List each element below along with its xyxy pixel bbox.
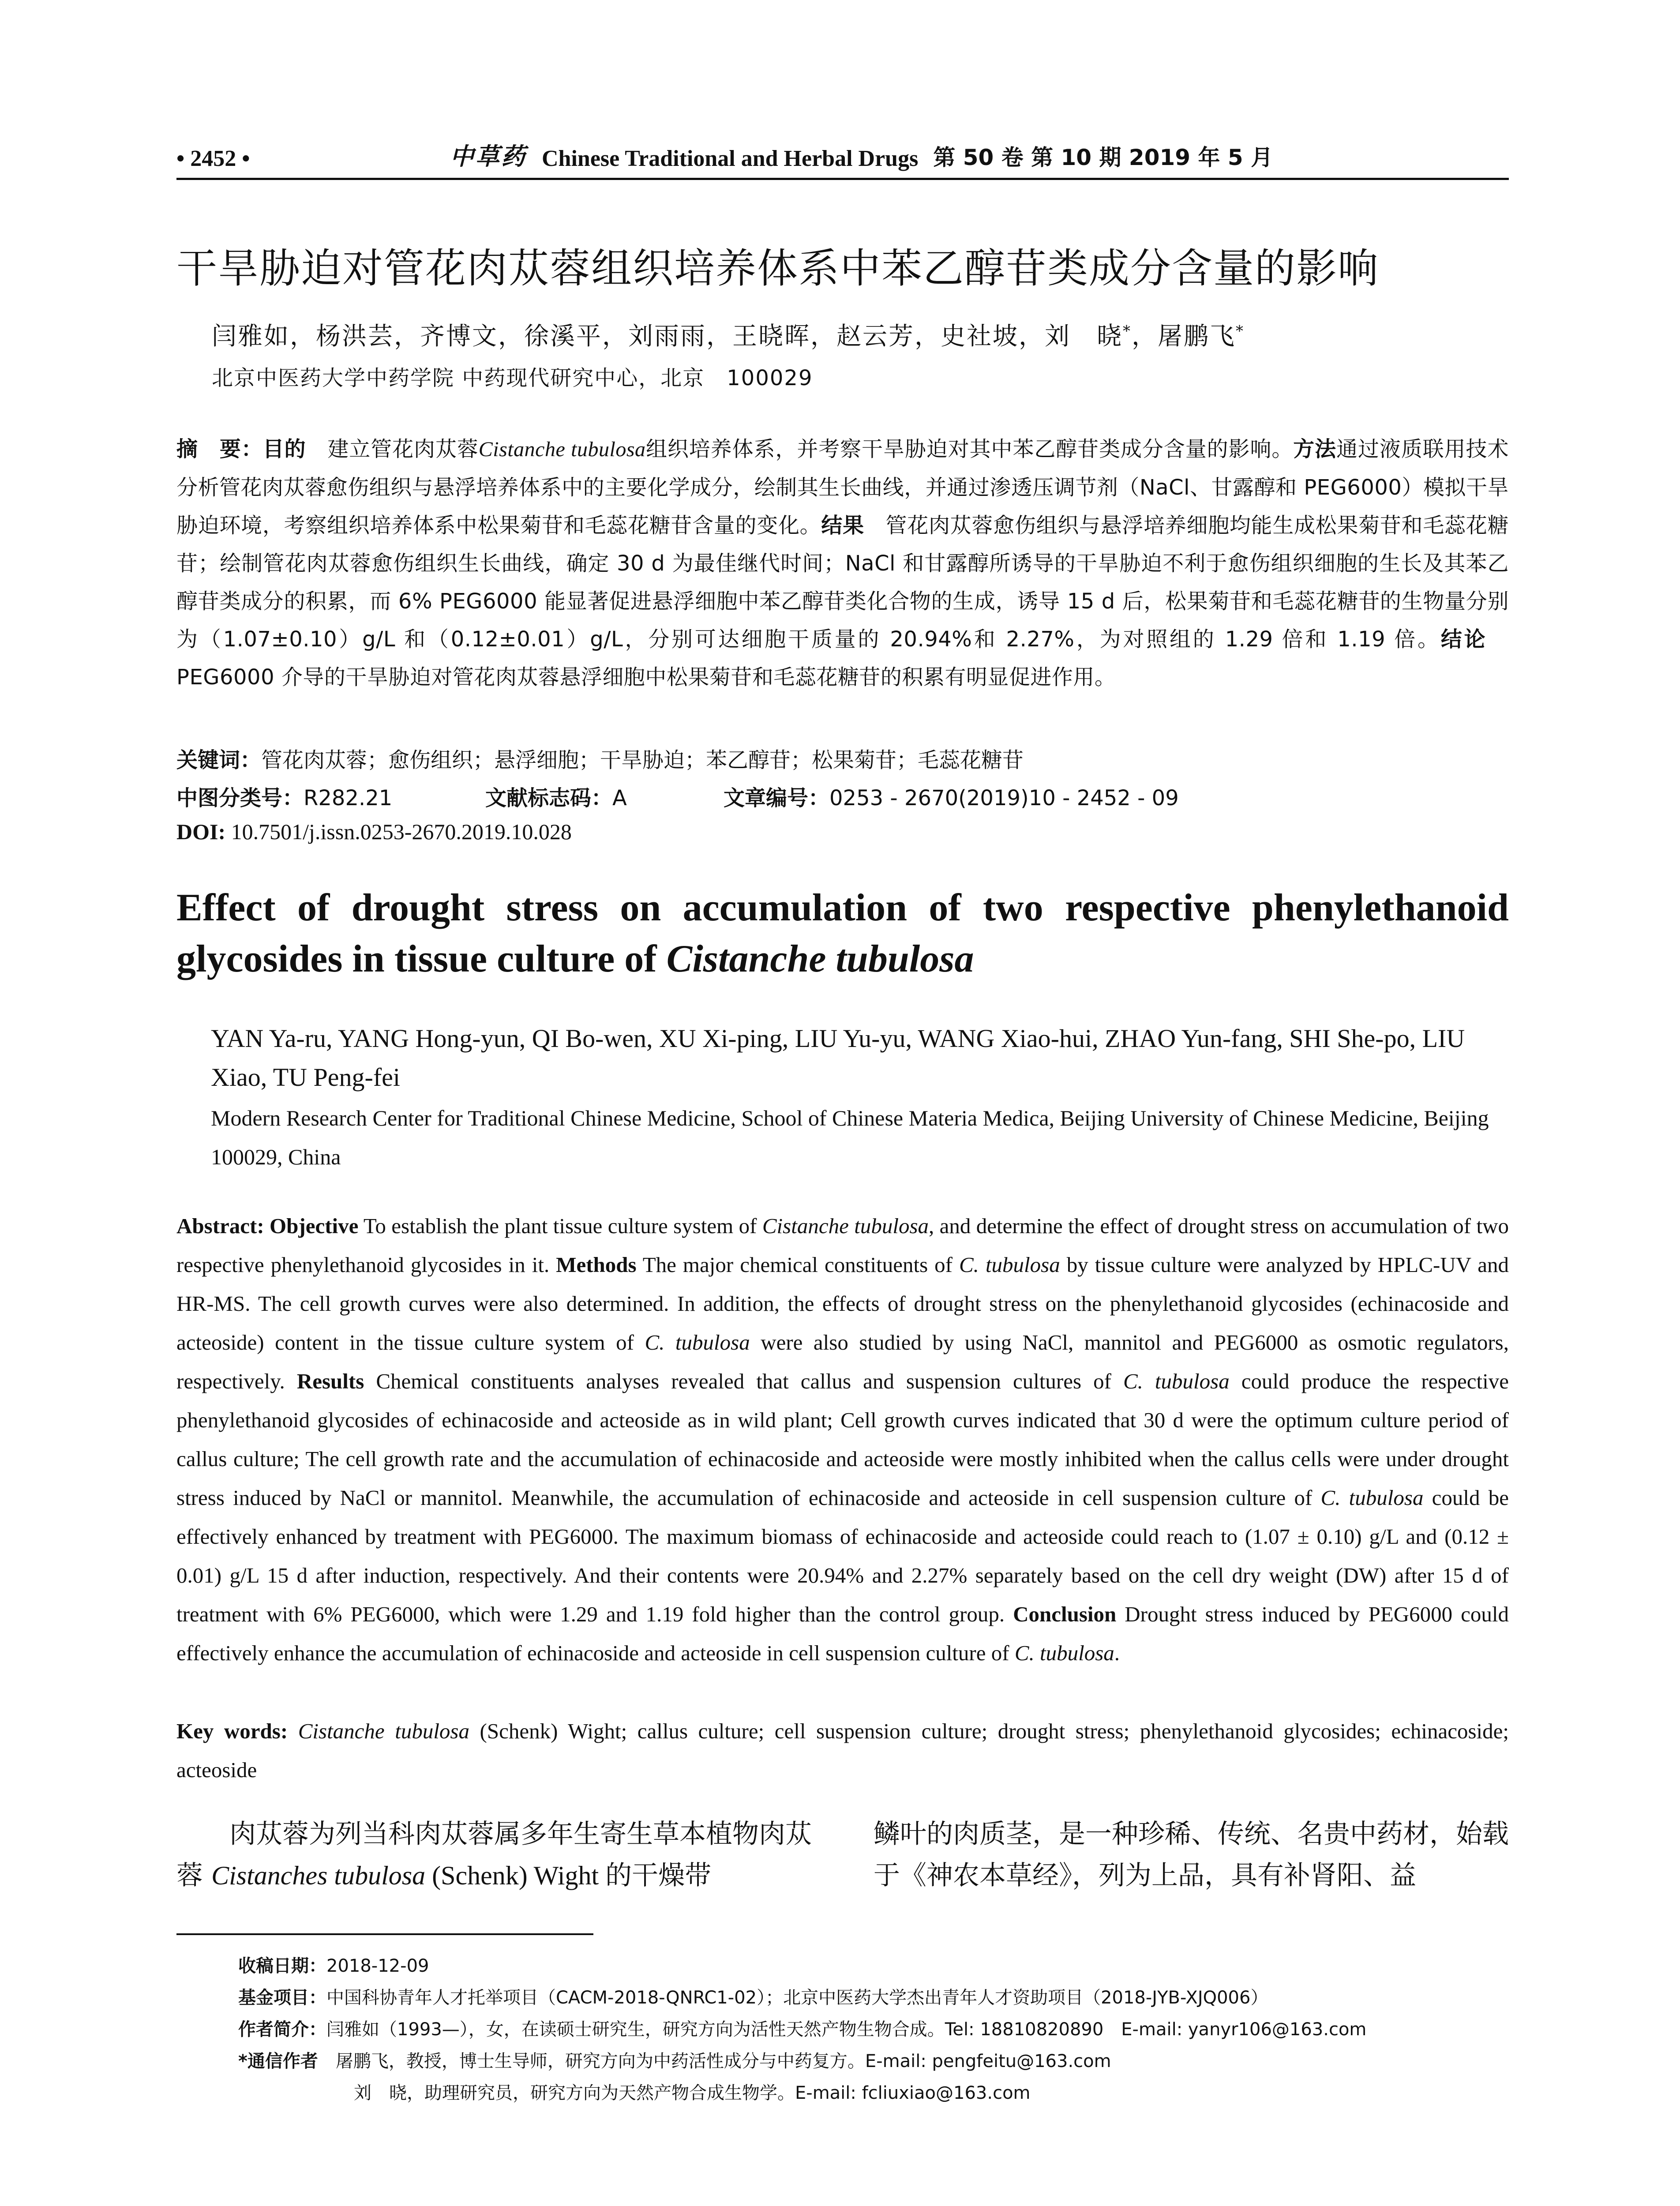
body-left-b: (Schenk) Wight 的干燥带 — [425, 1861, 712, 1890]
english-title-line1: Effect of drought stress on accumulation of two respective phenylethanoid — [176, 886, 1509, 929]
objective-label: 目的 — [262, 437, 306, 461]
doc-code-value: A — [612, 786, 627, 810]
en-results-a: Chemical constituents analyses revealed that callus and suspension cultures of — [364, 1369, 1123, 1393]
keywords-label: 关键词： — [176, 748, 262, 773]
en-objective-a: To establish the plant tissue culture system of — [358, 1214, 762, 1238]
en-methods-c: were also studied by using NaCl, mannitol and PEG6000 as osmotic regulators, respectively. — [176, 1330, 1509, 1393]
article-number-label: 文章编号： — [724, 786, 830, 810]
corresponding-1: 屠鹏飞，教授，博士生导师，研究方向为中药活性成分与中药复方。E-mail: pengfeitu@163.com — [318, 2051, 1111, 2071]
body-column-right: 鳞叶的肉质茎，是一种珍稀、传统、名贵中药材，始载于《神农本草经》，列为上品，具有补肾阳、益 — [874, 1819, 1509, 1891]
doi — [176, 819, 1509, 844]
journal-name-cn: 中草药 — [450, 142, 527, 170]
en-methods-a: The major chemical constituents of — [636, 1253, 959, 1277]
en-methods-label: Methods — [556, 1253, 637, 1277]
en-results-b: could produce the respective phenylethanoid glycosides of echinacoside and acteoside as in wild plant; Cell growth curves indicated that 30 d were the optimum culture period of callus culture; The cell growth rate and the accumulation of echinacoside and acteoside were mostly inhibited when the callus cells were under drought stress induced by NaCl or mannitol. Meanwhile, the accumulation of echinacoside and acteoside in cell suspension culture of — [176, 1369, 1509, 1510]
en-objective-b: , and determine the effect of drought stress on accumulation of two respective phenylethanoid glycosides in it. — [176, 1214, 1509, 1277]
en-conclusion-b: . — [1114, 1641, 1120, 1665]
fund-value: 中国科协青年人才托举项目（CACM-2018-QNRC1-02）；北京中医药大学杰出青年人才资助项目（2018-JYB-XJQ006） — [326, 1988, 1268, 2008]
conclusion-text: PEG6000 介导的干旱胁迫对管花肉苁蓉悬浮细胞中松果菊苷和毛蕊花糖苷的积累有明显促进作用。 — [176, 627, 1509, 690]
english-affiliation: Modern Research Center for Traditional Chinese Medicine, School of Chinese Materia Medica, Beijing University of Chinese Medicine, Beijing 100029, China — [211, 1106, 1489, 1169]
en-keywords-species: Cistanche tubulosa — [298, 1719, 470, 1743]
footnotes — [238, 1950, 1518, 2109]
en-species-5: C. tubulosa — [1320, 1486, 1424, 1510]
clc-value: R282.21 — [304, 786, 393, 810]
english-authors: YAN Ya-ru, YANG Hong-yun, QI Bo-wen, XU Xi-ping, LIU Yu-yu, WANG Xiao-hui, ZHAO Yun-fang, SHI She-po, LIU Xiao, TU Peng-fei — [211, 1024, 1465, 1092]
chinese-authors-main: 闫雅如，杨洪芸，齐博文，徐溪平，刘雨雨，王晓晖，赵云芳，史社坡，刘 晓 — [212, 322, 1123, 351]
doc-code-label: 文献标志码： — [485, 786, 613, 810]
english-title-species: Cistanche tubulosa — [666, 938, 974, 980]
english-keywords — [176, 1712, 1509, 1790]
article-number-value: 0253 - 2670(2019)10 - 2452 - 09 — [829, 786, 1179, 810]
keywords-text: 管花肉苁蓉；愈伤组织；悬浮细胞；干旱胁迫；苯乙醇苷；松果菊苷；毛蕊花糖苷 — [261, 748, 1024, 773]
doi-label: DOI: — [176, 819, 226, 844]
en-abstract-label: Abstract: Objective — [176, 1214, 359, 1238]
methods-text: 通过液质联用技术分析管花肉苁蓉愈伤组织与悬浮培养体系中的主要化学成分，绘制其生长曲线，并通过渗透压调节剂（NaCl、甘露醇和 PEG6000）模拟干旱胁迫环境，考察组织培养体系中松果菊苷和毛蕊花糖苷含量的变化。 — [176, 437, 1509, 538]
chinese-keywords — [176, 743, 1509, 773]
en-conclusion-a: Drought stress induced by PEG6000 could effectively enhance the accumulation of echinacoside and acteoside in cell suspension culture of — [176, 1602, 1509, 1665]
species-name: Cistanche tubulosa — [478, 438, 646, 461]
abstract-label: 摘 要： — [176, 437, 263, 461]
page-number: • 2452 • — [176, 146, 250, 171]
chinese-authors — [212, 317, 1535, 352]
en-species-4: C. tubulosa — [1123, 1369, 1230, 1393]
corresponding-mark-2: * — [1236, 322, 1245, 340]
fund-label: 基金项目： — [238, 1988, 326, 2008]
chinese-title: 干旱胁迫对管花肉苁蓉组织培养体系中苯乙醇苷类成分含量的影响 — [176, 245, 1380, 292]
doi-value: 10.7501/j.issn.0253-2670.2019.10.028 — [225, 819, 572, 844]
author-value: 闫雅如（1993—），女，在读硕士研究生，研究方向为活性天然产物生物合成。Tel: 18810820890 E-mail: yanyr106@163.com — [326, 2019, 1367, 2040]
en-results-c: could be effectively enhanced by treatment with PEG6000. The maximum biomass of echinacoside and acteoside could reach to (1.07 ± 0.10) g/L and (0.12 ± 0.01) g/L 15 d after induction, respectively. And their contents were 20.94% and 2.27% separately based on the cell dry weight (DW) after 15 d of treatment with 6% PEG6000, which were 1.29 and 1.19 fold higher than the control group. — [176, 1486, 1509, 1626]
results-label: 结果 — [821, 513, 864, 538]
results-text: 管花肉苁蓉愈伤组织与悬浮培养细胞均能生成松果菊苷和毛蕊花糖苷；绘制管花肉苁蓉愈伤组织生长曲线，确定 30 d 为最佳继代时间；NaCl 和甘露醇所诱导的干旱胁迫不利于愈伤组织细胞的生长及其苯乙醇苷类成分的积累，而 6% PEG6000 能显著促进悬浮细胞中苯乙醇苷类化合物的生成，诱导 15 d 后，松果菊苷和毛蕊花糖苷的生物量分别为（1.07±0.10）g/L 和（0.12±0.01）g/L，分别可达细胞干质量的 20.94%和 2.27%，为对照组的 1.29 倍和 1.19 倍。 — [176, 513, 1509, 652]
received-label: 收稿日期： — [238, 1956, 326, 1976]
chinese-abstract — [176, 430, 1509, 696]
english-title-line2: glycosides in tissue culture of — [176, 938, 667, 980]
article-number — [724, 781, 1179, 811]
english-title — [176, 882, 1509, 985]
journal-name-en: Chinese Traditional and Herbal Drugs — [542, 146, 919, 171]
doc-code — [485, 781, 724, 811]
chinese-affiliation: 北京中医药大学中药学院 中药现代研究中心，北京 100029 — [212, 366, 813, 390]
en-keywords-label: Key words: — [176, 1719, 288, 1743]
objective-text: 建立管花肉苁蓉 — [306, 437, 479, 461]
english-abstract — [176, 1207, 1509, 1673]
chinese-authors-last: ，屠鹏飞 — [1132, 322, 1236, 351]
footnote-corresponding-2: 刘 晓，助理研究员，研究方向为天然产物合成生物学。E-mail: fcliuxiao@163.com — [354, 2083, 1031, 2103]
body-left-species: Cistanches tubulosa — [211, 1861, 426, 1890]
corresponding-label: *通信作者 — [238, 2051, 318, 2071]
conclusion-label: 结论 — [1440, 627, 1488, 652]
received-value: 2018-12-09 — [326, 1956, 429, 1976]
methods-label: 方法 — [1293, 437, 1337, 461]
body-column-left — [176, 1813, 812, 1896]
en-methods-b: by tissue culture were analyzed by HPLC-UV and HR-MS. The cell growth curves were also determined. In addition, the effects of drought stress on the phenylethanoid glycosides (echinacoside and acteoside) content in the tissue culture system of — [176, 1253, 1509, 1354]
footnote-rule — [176, 1933, 593, 1935]
en-species-2: C. tubulosa — [959, 1253, 1060, 1277]
footnote-corresponding — [238, 2045, 1518, 2077]
running-header — [176, 140, 1509, 180]
journal-name — [450, 138, 1273, 172]
en-results-label: Results — [296, 1369, 364, 1393]
en-species-3: C. tubulosa — [645, 1330, 750, 1354]
body-left-a: 肉苁蓉为列当科肉苁蓉属多年生寄生草本植物肉苁蓉 — [176, 1819, 812, 1891]
footnote-fund — [238, 1982, 1518, 2014]
footnote-author — [238, 2014, 1518, 2045]
en-conclusion-label: Conclusion — [1013, 1602, 1117, 1626]
en-species-1: Cistanche tubulosa — [762, 1214, 929, 1238]
footnote-received — [238, 1950, 1518, 1982]
clc-label: 中图分类号： — [176, 786, 304, 810]
objective-text-rest: 组织培养体系，并考察干旱胁迫对其中苯乙醇苷类成分含量的影响。 — [645, 437, 1294, 461]
volume-issue: 第 50 卷 第 10 期 2019 年 5 月 — [933, 145, 1273, 170]
en-species-6: C. tubulosa — [1014, 1641, 1114, 1665]
author-label: 作者简介： — [238, 2019, 326, 2040]
classification-line — [176, 781, 1509, 811]
corresponding-mark: * — [1123, 322, 1132, 340]
clc-code — [176, 781, 485, 811]
en-keywords-text: (Schenk) Wight; callus culture; cell suspension culture; drought stress; phenylethanoid glycosides; echinacoside; acteoside — [176, 1719, 1509, 1782]
